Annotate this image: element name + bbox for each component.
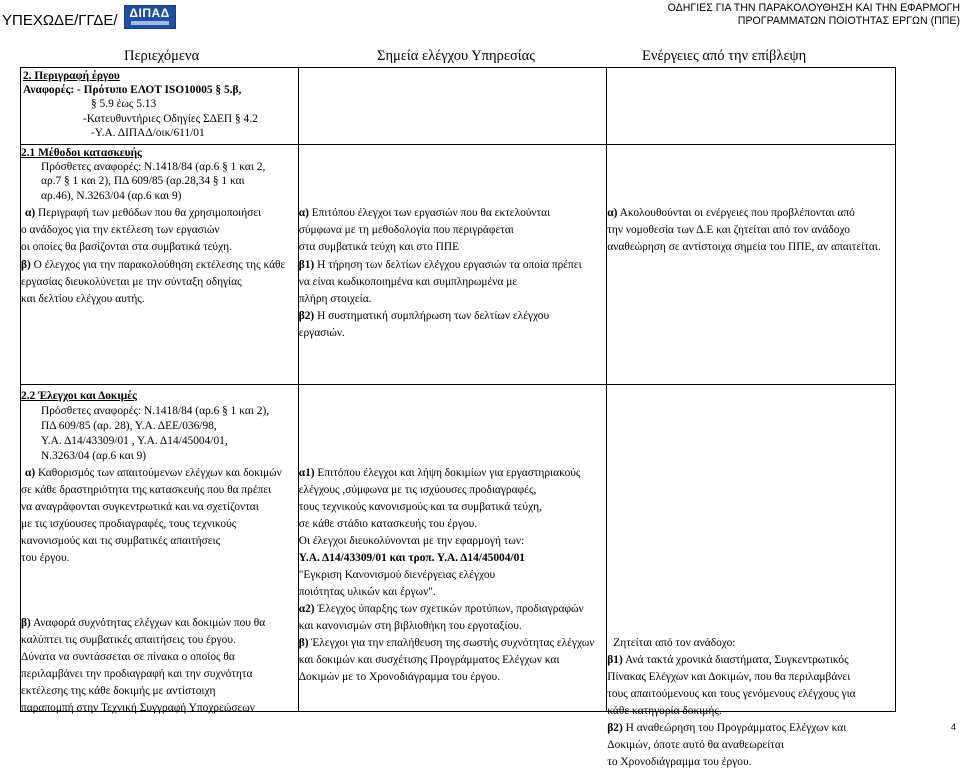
col2-line: ελέγχους ,σύμφωνα με τις ισχύουσες προδιαγραφές, <box>298 484 537 496</box>
column-header-actions: Ενέργειες από την επίβλεψη <box>642 48 807 64</box>
col2-line: τους τεχνικούς κανονισμούς και τα συμβατικά τεύχη, <box>298 501 542 513</box>
document-title: ΟΔΗΓΙΕΣ ΓΙΑ ΤΗΝ ΠΑΡΑΚΟΛΟΥΘΗΣΗ ΚΑΙ ΤΗΝ ΕΦΑΡΜΟΓΗ ΠΡΟΓΡΑΜΜΑΤΩΝ ΠΟΙΟΤΗΤΑΣ ΕΡΓΩΝ (ΠΠΕ) <box>667 2 960 27</box>
col1-line: -Υ.Α. ΔΙΠΑΔ/οικ/611/01 <box>91 127 205 139</box>
col2-line: β1) Η τήρηση των δελτίων ελέγχου εργασιών τα οποία πρέπει <box>298 259 582 271</box>
col1-line: παραπομπή στην Τεχνική Συγγραφή Υποχρεώσεων <box>21 702 255 714</box>
col2-line: εργασιών. <box>298 327 345 339</box>
col3-line: Ζητείται από τον ανάδοχο: <box>613 637 736 649</box>
col3-line: α) Ακολουθούνται οι ενέργειες που προβλέπονται από <box>607 207 855 219</box>
col2-line: Υ.Α. Δ14/43309/01 και τροπ. Υ.Α. Δ14/45004/01 <box>298 552 525 564</box>
col1-line: καλύπτει τις συμβατικές απαιτήσεις του έργου. <box>21 634 236 646</box>
col2-line: α2) Έλεγχος ύπαρξης των σχετικών προτύπων, προδιαγραφών <box>298 603 584 615</box>
col3-line: την νομοθεσία των Δ.Ε και ζητείται από τον ανάδοχο <box>607 224 850 236</box>
col1-line: 2. Περιγραφή έργου <box>23 70 120 82</box>
col2-line: πλήρη στοιχεία. <box>298 293 372 305</box>
col2-line: β) Έλεγχοι για την επαλήθευση της σωστής συχνότητας ελέγχων <box>298 637 595 649</box>
col3-line: Πίνακας Ελέγχων και Δοκιμών, που θα περιλαμβάνει <box>607 671 851 683</box>
col2-line: να είναι κωδικοποιημένα και συμπληρωμένα με <box>298 276 518 288</box>
col2-line: και κανονισμών στη βιβλιοθήκη του εργοταξίου. <box>298 620 522 632</box>
col1-line: με τις ισχύουσες προδιαγραφές, τους τεχνικούς <box>21 518 237 530</box>
col1-line: αρ.7 § 1 και 2), ΠΔ 609/85 (αρ.28,34 § 1 και <box>41 175 245 187</box>
col1-line: και δελτίου ελέγχου αυτής. <box>21 293 145 305</box>
page-number: 4 <box>950 722 956 732</box>
col3-line: αναθεώρηση σε αντίστοιχα σημεία του ΠΠΕ, αν απαιτείται. <box>607 241 881 253</box>
col3-line: τους απαιτούμενους και τους γενόμενους ελέγχους για <box>607 688 856 700</box>
col1-line: οι οποίες θα βασίζονται στα συμβατικά τεύχη. <box>21 241 232 253</box>
org-text: ΥΠΕΧΩΔΕ/ΓΓΔΕ/ <box>2 11 118 29</box>
col1-line: περιλαμβάνει την προδιαγραφή και την συχνότητα <box>21 668 253 680</box>
column-header-checkpoints: Σημεία ελέγχου Υπηρεσίας <box>377 48 536 64</box>
col1-line: Πρόσθετες αναφορές: Ν.1418/84 (αρ.6 § 1 και 2, <box>41 161 266 173</box>
col2-line: ποιότητας υλικών και έργων". <box>298 586 436 598</box>
col2-line: β2) Η συστηματική συμπλήρωση των δελτίων ελέγχου <box>298 310 550 322</box>
dipad-logo: ΔΙΠΑΔ <box>124 5 176 29</box>
col1-line: Δύνατα να συντάσσεται σε πίνακα ο οποίος θα <box>21 651 235 663</box>
col1-line: β) Αναφορά συχνότητας ελέγχων και δοκιμών που θα <box>21 617 266 629</box>
col1-line: εκτέλεσης της κάθε δοκιμής με αντίστοιχη <box>21 685 216 697</box>
col1-line: του έργου. <box>21 552 70 564</box>
col1-line: 2.2 Έλεγχοι και Δοκιμές <box>21 390 137 402</box>
column-header-contents: Περιεχόμενα <box>124 48 200 64</box>
col3-line: κάθε κατηγορία δοκιμής. <box>607 705 722 717</box>
col1-line: Υ.Α. Δ14/43309/01 , Υ.Α. Δ14/45004/01, <box>41 435 228 447</box>
col1-line: β) Ο έλεγχος για την παρακολούθηση εκτέλεσης της κάθε <box>21 259 286 271</box>
col1-line: α) Περιγραφή των μεθόδων που θα χρησιμοποιήσει <box>25 207 262 219</box>
col1-line: κανονισμούς και τις συμβατικές απαιτήσεις <box>21 535 221 547</box>
col2-line: α) Επιτόπου έλεγχοι των εργασιών που θα εκτελούνται <box>298 207 551 219</box>
col2-line: Δοκιμών με το Χρονοδιάγραμμα του έργου. <box>298 671 501 683</box>
col1-line: ο ανάδοχος για την εκτέλεση των εργασιών <box>21 224 220 236</box>
col1-line: να αναγράφονται συγκεντρωτικά και να σχετίζονται <box>21 501 259 513</box>
col1-line: § 5.9 έως 5.13 <box>91 98 157 110</box>
col1-line: εργασίας διευκολύνεται με την σύνταξη οδηγίας <box>21 276 242 288</box>
header-left <box>2 8 176 32</box>
col2-line: σε κάθε στάδιο κατασκευής του έργου. <box>298 518 478 530</box>
col1-line: ΠΔ 609/85 (αρ. 28), Υ.Α. ΔΕΕ/036/98, <box>41 420 217 432</box>
col1-line: Ν.3263/04 (αρ.6 και 9) <box>41 450 147 462</box>
col1-line: σε κάθε δραστηριότητα της κατασκευής που θα πρέπει <box>21 484 272 496</box>
col1-line: Πρόσθετες αναφορές: Ν.1418/84 (αρ.6 § 1 και 2), <box>41 405 270 417</box>
col1-line: Αναφορές: - Πρότυπο ΕΛΟΤ ISO10005 § 5.β, <box>23 84 242 96</box>
col2-line: "Εγκριση Κανονισμού διενέργειας ελέγχου <box>298 569 496 581</box>
col3-line: Δοκιμών, όποτε αυτό θα αναθεωρείται <box>607 739 784 751</box>
col2-line: σύμφωνα με τη μεθοδολογία που περιγράφεται <box>298 224 514 236</box>
col1-line: 2.1 Μέθοδοι κατασκευής <box>21 147 142 159</box>
col1-line: α) Καθορισμός των απαιτούμενων ελέγχων και δοκιμών <box>25 467 282 479</box>
col3-line: το Χρονοδιάγραμμα του έργου. <box>607 756 752 768</box>
col1-line: -Κατευθυντήριες Οδηγίες ΣΔΕΠ § 4.2 <box>83 113 258 125</box>
col1-line: αρ.46), Ν.3263/04 (αρ.6 και 9) <box>41 190 182 202</box>
col2-line: και δοκιμών και συσχέτισης Προγράμματος Ελέγχων και <box>298 654 560 666</box>
col2-line: Οι έλεγχοι διευκολύνονται με την εφαρμογή των: <box>298 535 525 547</box>
col2-line: στα συμβατικά τεύχη και στο ΠΠΕ <box>298 241 460 253</box>
col2-line: α1) Επιτόπου έλεγχοι και λήψη δοκιμίων για εργαστηριακούς <box>298 467 581 479</box>
col3-line: β2) Η αναθεώρηση του Προγράμματος Ελέγχων και <box>607 722 847 734</box>
col3-line: β1) Ανά τακτά χρονικά διαστήματα, Συγκεντρωτικός <box>607 654 849 666</box>
requirements-table <box>20 67 896 768</box>
